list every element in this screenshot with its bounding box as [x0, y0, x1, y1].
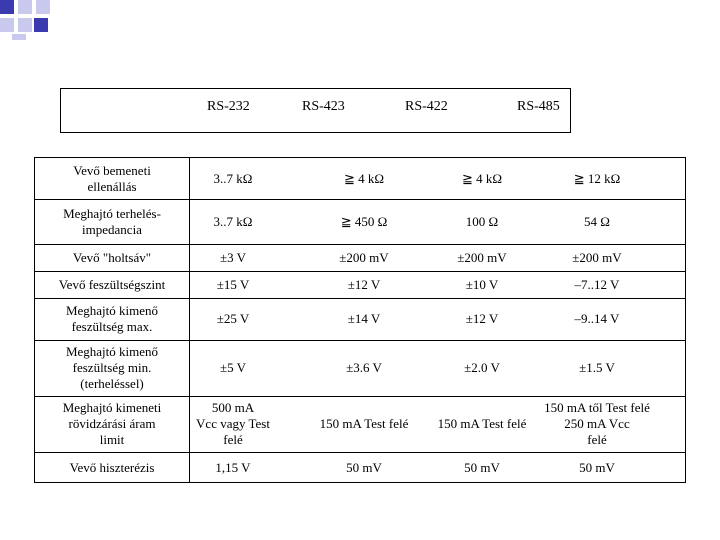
cell-value — [183, 250, 283, 266]
cell-value-line: 3..7 kΩ — [213, 213, 253, 229]
cell-value — [532, 214, 662, 230]
cell-value — [532, 277, 662, 293]
row-label-line: Meghajtó kimenő — [65, 344, 159, 359]
cell-value-line: ±200 mV — [572, 249, 622, 265]
cell-value — [183, 400, 283, 448]
cell-value — [422, 460, 542, 476]
cell-value — [183, 311, 283, 327]
row-divider — [35, 298, 685, 299]
cell-value-line: 3..7 kΩ — [213, 170, 253, 186]
row-label-line: impedancia — [82, 221, 142, 237]
row-label-line: Meghajtó kimeneti — [62, 400, 162, 415]
cell-value-line: –9..14 V — [574, 311, 620, 326]
cell-value — [422, 311, 542, 327]
cell-value-line: 150 mA től Test felé — [544, 400, 650, 415]
cell-value-line: ±14 V — [347, 311, 381, 326]
cell-value — [532, 171, 662, 187]
interface-header — [60, 88, 571, 133]
row-label-line: Vevő bemeneti — [73, 162, 151, 178]
cell-value-line: ±1.5 V — [579, 360, 615, 375]
cell-value-line: ±12 V — [347, 276, 381, 292]
cell-value-line: 500 mA — [211, 400, 255, 415]
cell-value — [183, 460, 283, 476]
row-label-line: Meghajtó terhelés- — [63, 205, 161, 221]
cell-value — [532, 360, 662, 376]
comparison-table — [34, 157, 686, 483]
row-label — [37, 250, 187, 266]
cell-value — [532, 250, 662, 266]
cell-value-line: –7..12 V — [574, 276, 620, 292]
row-label — [37, 206, 187, 238]
cell-value-line: 1,15 V — [215, 460, 251, 475]
cell-value — [422, 416, 542, 432]
cell-value — [422, 171, 542, 187]
row-label-line: ellenállás — [87, 178, 137, 194]
cell-value — [422, 214, 542, 230]
cell-value-line: 50 mV — [579, 460, 615, 475]
row-divider — [35, 244, 685, 245]
row-divider — [35, 452, 685, 453]
cell-value — [304, 214, 424, 230]
row-label-line: limit — [99, 432, 125, 447]
cell-value — [304, 171, 424, 187]
row-label — [37, 400, 187, 448]
cell-value — [183, 214, 283, 230]
cell-value-line: ±200 mV — [457, 249, 507, 265]
cell-value-line: ±2.0 V — [464, 360, 500, 375]
cell-value-line: ±15 V — [216, 276, 250, 292]
row-label — [37, 303, 187, 335]
cell-value — [532, 460, 662, 476]
row-label-line: Vevő "holtsáv" — [72, 249, 152, 265]
row-divider — [35, 271, 685, 272]
cell-value-line: Vcc vagy Test — [196, 416, 270, 431]
row-divider — [35, 199, 685, 200]
header-rs485: RS-485 — [517, 99, 560, 114]
cell-value-line: ≧ 12 kΩ — [573, 170, 621, 186]
header-rs422: RS-422 — [405, 99, 448, 114]
cell-value-line: 250 mA Vcc — [564, 416, 630, 431]
cell-value-line: 54 Ω — [584, 213, 610, 229]
header-rs423: RS-423 — [302, 99, 345, 114]
cell-value — [532, 400, 662, 448]
cell-value — [422, 360, 542, 376]
cell-value — [304, 360, 424, 376]
cell-value — [304, 460, 424, 476]
row-label — [37, 344, 187, 392]
row-label-line: Vevő hiszterézis — [69, 460, 155, 475]
row-label-line: Vevő feszültségszint — [58, 276, 166, 292]
row-label-line: feszültség min. — [72, 360, 152, 375]
cell-value-line: 50 mV — [464, 460, 500, 475]
cell-value — [422, 250, 542, 266]
cell-value — [183, 171, 283, 187]
cell-value-line: 150 mA Test felé — [437, 416, 527, 431]
row-label — [37, 277, 187, 293]
cell-value-line: ±10 V — [465, 276, 499, 292]
cell-value-line: ≧ 450 Ω — [340, 213, 388, 229]
cell-value-line: felé — [587, 432, 607, 447]
cell-value — [532, 311, 662, 327]
cell-value-line: 150 mA Test felé — [319, 416, 409, 431]
cell-value-line: ±3 V — [219, 249, 247, 265]
row-label-line: Meghajtó kimenő — [65, 303, 159, 318]
cell-value — [183, 360, 283, 376]
header-rs232: RS-232 — [207, 99, 250, 114]
cell-value — [183, 277, 283, 293]
cell-value-line: 100 Ω — [465, 213, 499, 229]
cell-value — [304, 416, 424, 432]
row-label-line: rövidzárási áram — [68, 416, 156, 431]
cell-value-line: ±3.6 V — [346, 360, 382, 375]
cell-value-line: ±25 V — [216, 311, 250, 326]
row-label-line: feszültség max. — [71, 319, 153, 334]
cell-value — [304, 311, 424, 327]
row-label — [37, 460, 187, 476]
cell-value — [304, 250, 424, 266]
cell-value-line: ≧ 4 kΩ — [343, 170, 385, 186]
cell-value-line: ±200 mV — [339, 249, 389, 265]
cell-value-line: ±12 V — [465, 311, 499, 326]
decorative-squares — [0, 0, 720, 40]
row-label — [37, 163, 187, 195]
row-label-line: (terheléssel) — [80, 376, 144, 391]
cell-value-line: 50 mV — [346, 460, 382, 475]
cell-value-line: felé — [223, 432, 243, 447]
cell-value — [304, 277, 424, 293]
cell-value — [422, 277, 542, 293]
cell-value-line: ±5 V — [219, 360, 247, 375]
cell-value-line: ≧ 4 kΩ — [461, 170, 503, 186]
row-divider — [35, 340, 685, 341]
row-divider — [35, 396, 685, 397]
